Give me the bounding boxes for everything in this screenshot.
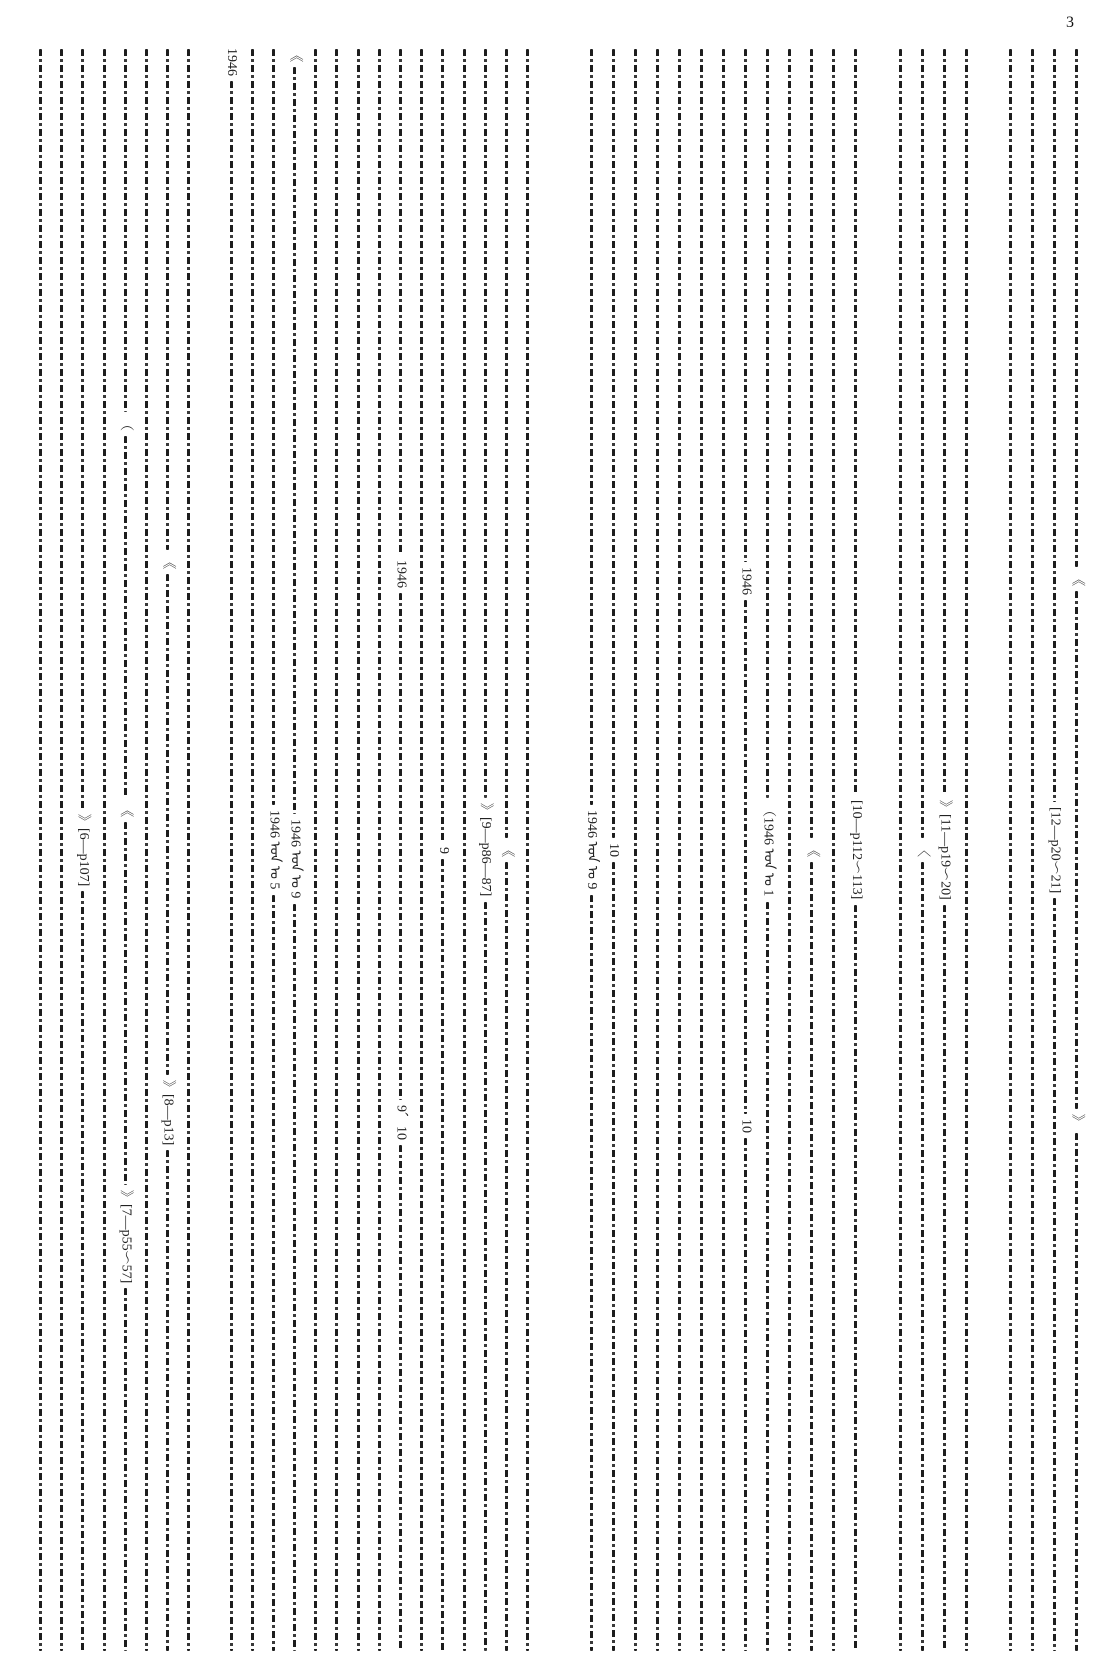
mongolian-script-line xyxy=(590,49,593,805)
text-column xyxy=(94,46,115,1654)
mongolian-script-line xyxy=(810,49,813,838)
mongolian-script-line xyxy=(943,49,946,795)
text-column xyxy=(517,46,538,1654)
inline-text-fragment: （ xyxy=(118,416,134,431)
mongolian-script-line xyxy=(899,49,902,1651)
inline-text-fragment: 》[7—p55～57] xyxy=(118,1190,134,1284)
text-column xyxy=(305,46,326,1654)
mongolian-script-line xyxy=(378,49,381,1651)
inline-text-fragment: 《 xyxy=(160,554,176,569)
mongolian-script-line xyxy=(251,49,254,1651)
mongolian-script-line xyxy=(744,1138,747,1651)
mongolian-script-line xyxy=(766,902,769,1651)
inline-text-fragment: （1946 ᠣᠨ ᠤ 1 xyxy=(760,803,776,897)
mongolian-script-line xyxy=(505,49,508,838)
inline-text-fragment: 1946 ᠣᠨ ᠤ 5 xyxy=(266,810,282,890)
mongolian-script-line xyxy=(921,49,924,838)
inline-text-fragment: 》[8—p13] xyxy=(160,1079,176,1146)
mongolian-script-line xyxy=(700,49,703,1651)
mongolian-script-line xyxy=(103,49,106,1651)
mongolian-script-line xyxy=(656,49,659,1651)
mongolian-script-line xyxy=(744,600,747,1113)
mongolian-script-line xyxy=(357,49,360,1651)
text-column xyxy=(845,46,867,1654)
mongolian-script-line xyxy=(166,574,169,1075)
text-column xyxy=(242,46,263,1654)
mongolian-script-line xyxy=(145,49,148,1651)
inline-text-fragment: 》[11—p19～20] xyxy=(937,800,953,900)
text-column xyxy=(624,46,646,1654)
text-column xyxy=(735,46,757,1654)
text-column xyxy=(390,46,411,1654)
mongolian-script-line xyxy=(921,862,924,1651)
mongolian-script-line xyxy=(166,1150,169,1651)
inline-text-fragment: 9、10 xyxy=(393,1104,409,1140)
mongolian-script-line xyxy=(293,904,296,1651)
inline-text-fragment: 9 xyxy=(435,846,451,854)
right-text-block xyxy=(580,46,1088,1654)
mongolian-script-line xyxy=(1075,1133,1078,1651)
text-column xyxy=(955,46,977,1654)
text-column xyxy=(496,46,517,1654)
text-column xyxy=(889,46,911,1654)
mongolian-script-line xyxy=(1031,49,1034,1651)
text-column xyxy=(712,46,734,1654)
text-column xyxy=(221,46,242,1654)
mongolian-script-line xyxy=(788,49,791,1651)
mongolian-script-line xyxy=(441,859,444,1652)
inline-text-fragment: 《 xyxy=(287,48,303,62)
text-column xyxy=(580,46,602,1654)
inline-text-fragment: 1946 xyxy=(393,560,409,589)
text-column xyxy=(779,46,801,1654)
left-text-block xyxy=(30,46,538,1654)
inline-text-fragment: 〈 xyxy=(915,843,931,857)
text-column xyxy=(453,46,474,1654)
mongolian-script-line xyxy=(81,49,84,809)
text-column xyxy=(51,46,72,1654)
text-column xyxy=(115,46,136,1654)
mongolian-script-line xyxy=(722,49,725,1651)
inline-text-fragment: 《 xyxy=(804,843,820,857)
mongolian-script-line xyxy=(1075,591,1078,1109)
mongolian-script-line xyxy=(810,862,813,1651)
text-column xyxy=(1066,46,1088,1654)
text-column xyxy=(646,46,668,1654)
text-column xyxy=(178,46,199,1654)
mongolian-script-line xyxy=(420,49,423,1651)
inline-text-fragment: [10—p112～113] xyxy=(848,800,864,900)
text-column xyxy=(369,46,390,1654)
text-column xyxy=(823,46,845,1654)
text-column xyxy=(284,46,305,1654)
mongolian-script-line xyxy=(832,49,835,1651)
inline-text-fragment: 10 xyxy=(606,843,622,857)
mongolian-script-line xyxy=(484,902,487,1651)
mongolian-script-line xyxy=(766,49,769,798)
text-column xyxy=(757,46,779,1654)
mongolian-script-line xyxy=(854,905,857,1651)
inline-text-fragment: 》[6—p107] xyxy=(75,813,91,887)
text-column xyxy=(602,46,624,1654)
text-column xyxy=(1022,46,1044,1654)
mongolian-script-line xyxy=(124,436,127,799)
mongolian-script-line xyxy=(399,1145,402,1651)
inline-text-fragment: 1946 ᠣᠨ ᠤ 9 xyxy=(584,810,599,890)
mongolian-script-line xyxy=(272,895,275,1651)
text-column xyxy=(263,46,284,1654)
mongolian-script-line xyxy=(463,49,466,1651)
mongolian-script-line xyxy=(854,49,857,795)
text-column xyxy=(911,46,933,1654)
mongolian-script-line xyxy=(293,67,296,814)
mongolian-script-line xyxy=(335,49,338,1651)
mongolian-script-line xyxy=(678,49,681,1651)
mongolian-script-line xyxy=(526,49,529,1651)
mongolian-script-line xyxy=(124,49,127,412)
text-column xyxy=(326,46,347,1654)
mongolian-script-line xyxy=(81,891,84,1651)
inline-text-fragment: 》 xyxy=(1069,1114,1085,1128)
text-column xyxy=(690,46,712,1654)
mongolian-script-line xyxy=(612,862,615,1651)
mongolian-script-line xyxy=(230,81,233,1651)
page-number: 3 xyxy=(1066,14,1074,31)
mongolian-script-line xyxy=(124,1288,127,1651)
mongolian-script-line xyxy=(634,49,637,1651)
inline-text-fragment: 》[9—p86—87] xyxy=(478,803,494,897)
text-column xyxy=(475,46,496,1654)
mongolian-script-line xyxy=(590,895,593,1651)
text-column xyxy=(30,46,51,1654)
mongolian-script-line xyxy=(1009,49,1012,1651)
text-column xyxy=(668,46,690,1654)
mongolian-script-line xyxy=(39,49,42,1651)
mongolian-script-line xyxy=(187,49,190,1651)
text-column xyxy=(136,46,157,1654)
text-column xyxy=(348,46,369,1654)
inline-text-fragment: 1946 ᠣᠨ ᠤ 9 xyxy=(287,819,303,899)
mongolian-script-line xyxy=(484,49,487,798)
inline-text-fragment: 1946 xyxy=(738,567,754,596)
text-column xyxy=(411,46,432,1654)
mongolian-script-line xyxy=(314,49,317,1651)
text-column xyxy=(432,46,453,1654)
inline-text-fragment: 10 xyxy=(738,1118,754,1133)
inline-text-fragment: 1946 xyxy=(224,48,240,76)
text-column xyxy=(933,46,955,1654)
mongolian-script-line xyxy=(1053,49,1056,802)
mongolian-script-line xyxy=(612,49,615,838)
mongolian-script-line xyxy=(60,49,63,1651)
inline-text-fragment: 《 xyxy=(1069,572,1085,586)
text-column xyxy=(72,46,93,1654)
inline-text-fragment: 《 xyxy=(499,843,515,857)
text-column xyxy=(999,46,1021,1654)
mongolian-script-line xyxy=(505,862,508,1651)
mongolian-script-line xyxy=(441,49,444,842)
text-column xyxy=(157,46,178,1654)
mongolian-script-line xyxy=(1053,898,1056,1651)
mongolian-script-line xyxy=(124,822,127,1185)
inline-text-fragment: [12—p20～21] xyxy=(1047,806,1063,894)
text-column xyxy=(1044,46,1066,1654)
mongolian-script-line xyxy=(965,49,968,1651)
mongolian-script-line xyxy=(1075,49,1078,567)
mongolian-script-line xyxy=(399,49,402,555)
mongolian-script-line xyxy=(943,905,946,1651)
text-column xyxy=(801,46,823,1654)
mongolian-script-line xyxy=(166,49,169,550)
mongolian-script-line xyxy=(272,49,275,805)
mongolian-script-line xyxy=(399,593,402,1099)
inline-text-fragment: 《 xyxy=(118,803,134,818)
mongolian-script-line xyxy=(744,49,747,562)
